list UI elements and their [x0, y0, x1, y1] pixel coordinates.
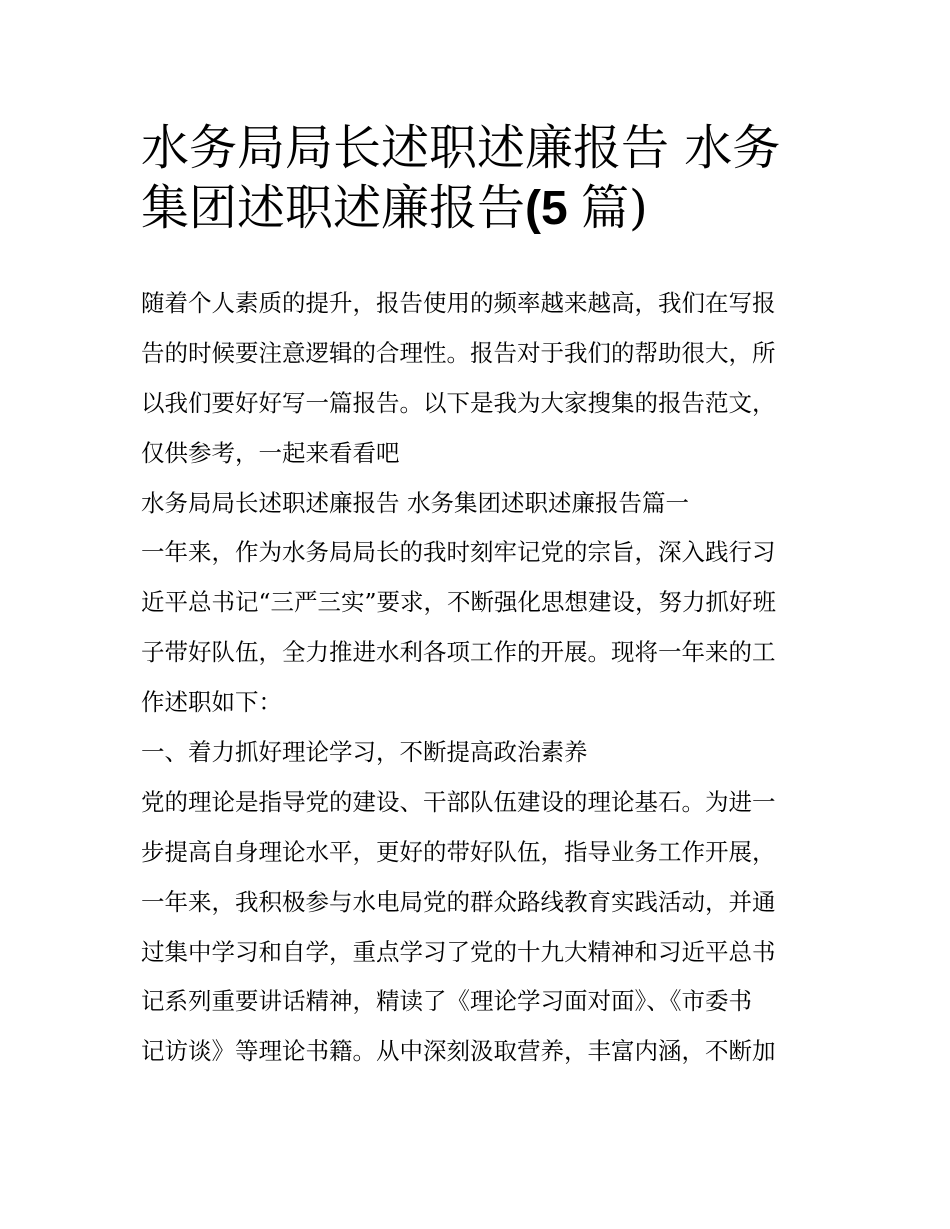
subsection-heading: 一、着力抓好理论学习，不断提高政治素养: [141, 738, 588, 767]
document-title: [141, 118, 821, 238]
body-line: 一年来，作为水务局局长的我时刻牢记党的宗旨，深入践行习: [141, 538, 776, 567]
title-count: (5: [525, 182, 582, 235]
body-line: 作述职如下：: [141, 688, 282, 717]
title-line-2: [141, 178, 821, 238]
title-line-2-text: 集团述职述廉报告: [141, 180, 526, 236]
body-line: 以我们要好好写一篇报告。以下是我为大家搜集的报告范文，: [141, 388, 776, 417]
body-line: 随着个人素质的提升，报告使用的频率越来越高，我们在写报: [141, 289, 776, 317]
body-line: 告的时候要注意逻辑的合理性。报告对于我们的帮助很大，所: [141, 338, 776, 367]
section-heading: 水务局局长述职述廉报告 水务集团述职述廉报告篇一: [141, 488, 689, 517]
body-line: 记访谈》等理论书籍。从中深刻汲取营养，丰富内涵，不断加: [141, 1037, 776, 1066]
body-line: 步提高自身理论水平，更好的带好队伍，指导业务工作开展，: [141, 837, 776, 866]
body-line: 党的理论是指导党的建设、干部队伍建设的理论基石。为进一: [141, 787, 776, 816]
body-line: 记系列重要讲话精神，精读了《理论学习面对面》、《市委书: [141, 987, 752, 1016]
title-line-2-end: 篇): [581, 180, 648, 236]
body-line: 子带好队伍，全力推进水利各项工作的开展。现将一年来的工: [141, 638, 776, 667]
body-line: 过集中学习和自学，重点学习了党的十九大精神和习近平总书: [141, 937, 776, 966]
title-line-1: 水务局局长述职述廉报告 水务: [141, 120, 781, 176]
body-line: 仅供参考，一起来看看吧: [141, 438, 400, 467]
body-line: 一年来，我积极参与水电局党的群众路线教育实践活动，并通: [141, 887, 776, 916]
body-line: 近平总书记“三严三实”要求，不断强化思想建设，努力抓好班: [141, 588, 777, 617]
document-body: [141, 279, 831, 1077]
